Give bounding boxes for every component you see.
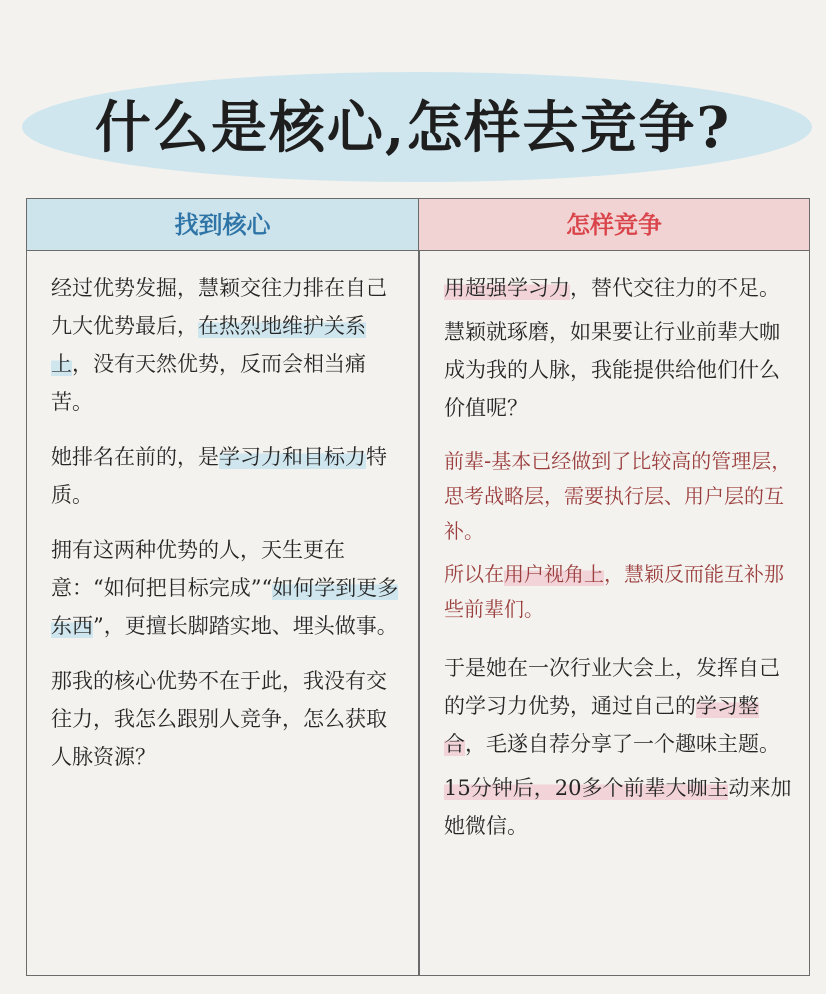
paragraph bbox=[444, 769, 794, 845]
left-column bbox=[51, 269, 406, 793]
paragraph bbox=[444, 313, 794, 427]
right-column-header: 怎样竞争 bbox=[419, 199, 809, 251]
highlighted-text: 用户视角上 bbox=[504, 562, 604, 586]
text-segment: 前辈-基本已经做到了比较高的管理层，思考战略层，需要执行层、用户层的互补。 bbox=[444, 449, 792, 543]
highlighted-text: 15分钟后，20多个前辈大咖主 bbox=[444, 776, 729, 800]
paragraph bbox=[51, 269, 406, 421]
highlighted-text: 用超强学习力 bbox=[444, 276, 570, 300]
text-segment: 所以在 bbox=[444, 562, 504, 586]
paragraph bbox=[444, 269, 794, 307]
column-divider bbox=[418, 199, 420, 975]
right-column bbox=[444, 269, 794, 862]
text-segment: ”，更擅长脚踏实地、埋头做事。 bbox=[93, 614, 398, 638]
text-segment: 经过优势发掘，慧颖交往力排在自己九大优势最后， bbox=[51, 276, 387, 338]
text-segment: 于是她在一次行业大会上，发挥自己的学习力优势，通过自己的 bbox=[444, 656, 780, 718]
text-segment: 她排名在前的，是 bbox=[51, 445, 219, 469]
highlighted-text: 如何学到更多东西 bbox=[51, 576, 399, 638]
text-segment: 慧颖就琢磨，如果要让行业前辈大咖成为我的人脉，我能提供给他们什么价值呢？ bbox=[444, 320, 780, 420]
text-segment: 动来加她微信。 bbox=[444, 776, 792, 838]
highlighted-text: 学习力和目标力 bbox=[219, 445, 366, 469]
left-column-header: 找到核心 bbox=[27, 199, 418, 251]
paragraph bbox=[51, 438, 406, 514]
highlighted-text: 学习整合 bbox=[444, 694, 759, 756]
text-segment: 特质。 bbox=[51, 445, 387, 507]
note-paragraph bbox=[444, 557, 794, 627]
text-segment: 拥有这两种优势的人，天生更在意：“如何把目标完成”“ bbox=[51, 538, 345, 600]
text-segment: ，替代交往力的不足。 bbox=[570, 276, 780, 300]
text-segment: ，慧颖反而能互补那些前辈们。 bbox=[444, 562, 784, 621]
note-paragraph bbox=[444, 444, 794, 549]
highlighted-text: 在热烈地维护关系上 bbox=[51, 314, 366, 376]
text-segment: ，没有天然优势，反而会相当痛苦。 bbox=[51, 352, 366, 414]
paragraph bbox=[444, 649, 794, 763]
page-title: 什么是核心,怎样去竞争? bbox=[94, 95, 732, 161]
comparison-table bbox=[26, 198, 810, 976]
text-segment: ，毛遂自荐分享了一个趣味主题。 bbox=[465, 732, 780, 756]
text-segment: 那我的核心优势不在于此，我没有交往力，我怎么跟别人竞争，怎么获取人脉资源？ bbox=[51, 669, 387, 769]
paragraph bbox=[51, 662, 406, 776]
paragraph bbox=[51, 531, 406, 645]
